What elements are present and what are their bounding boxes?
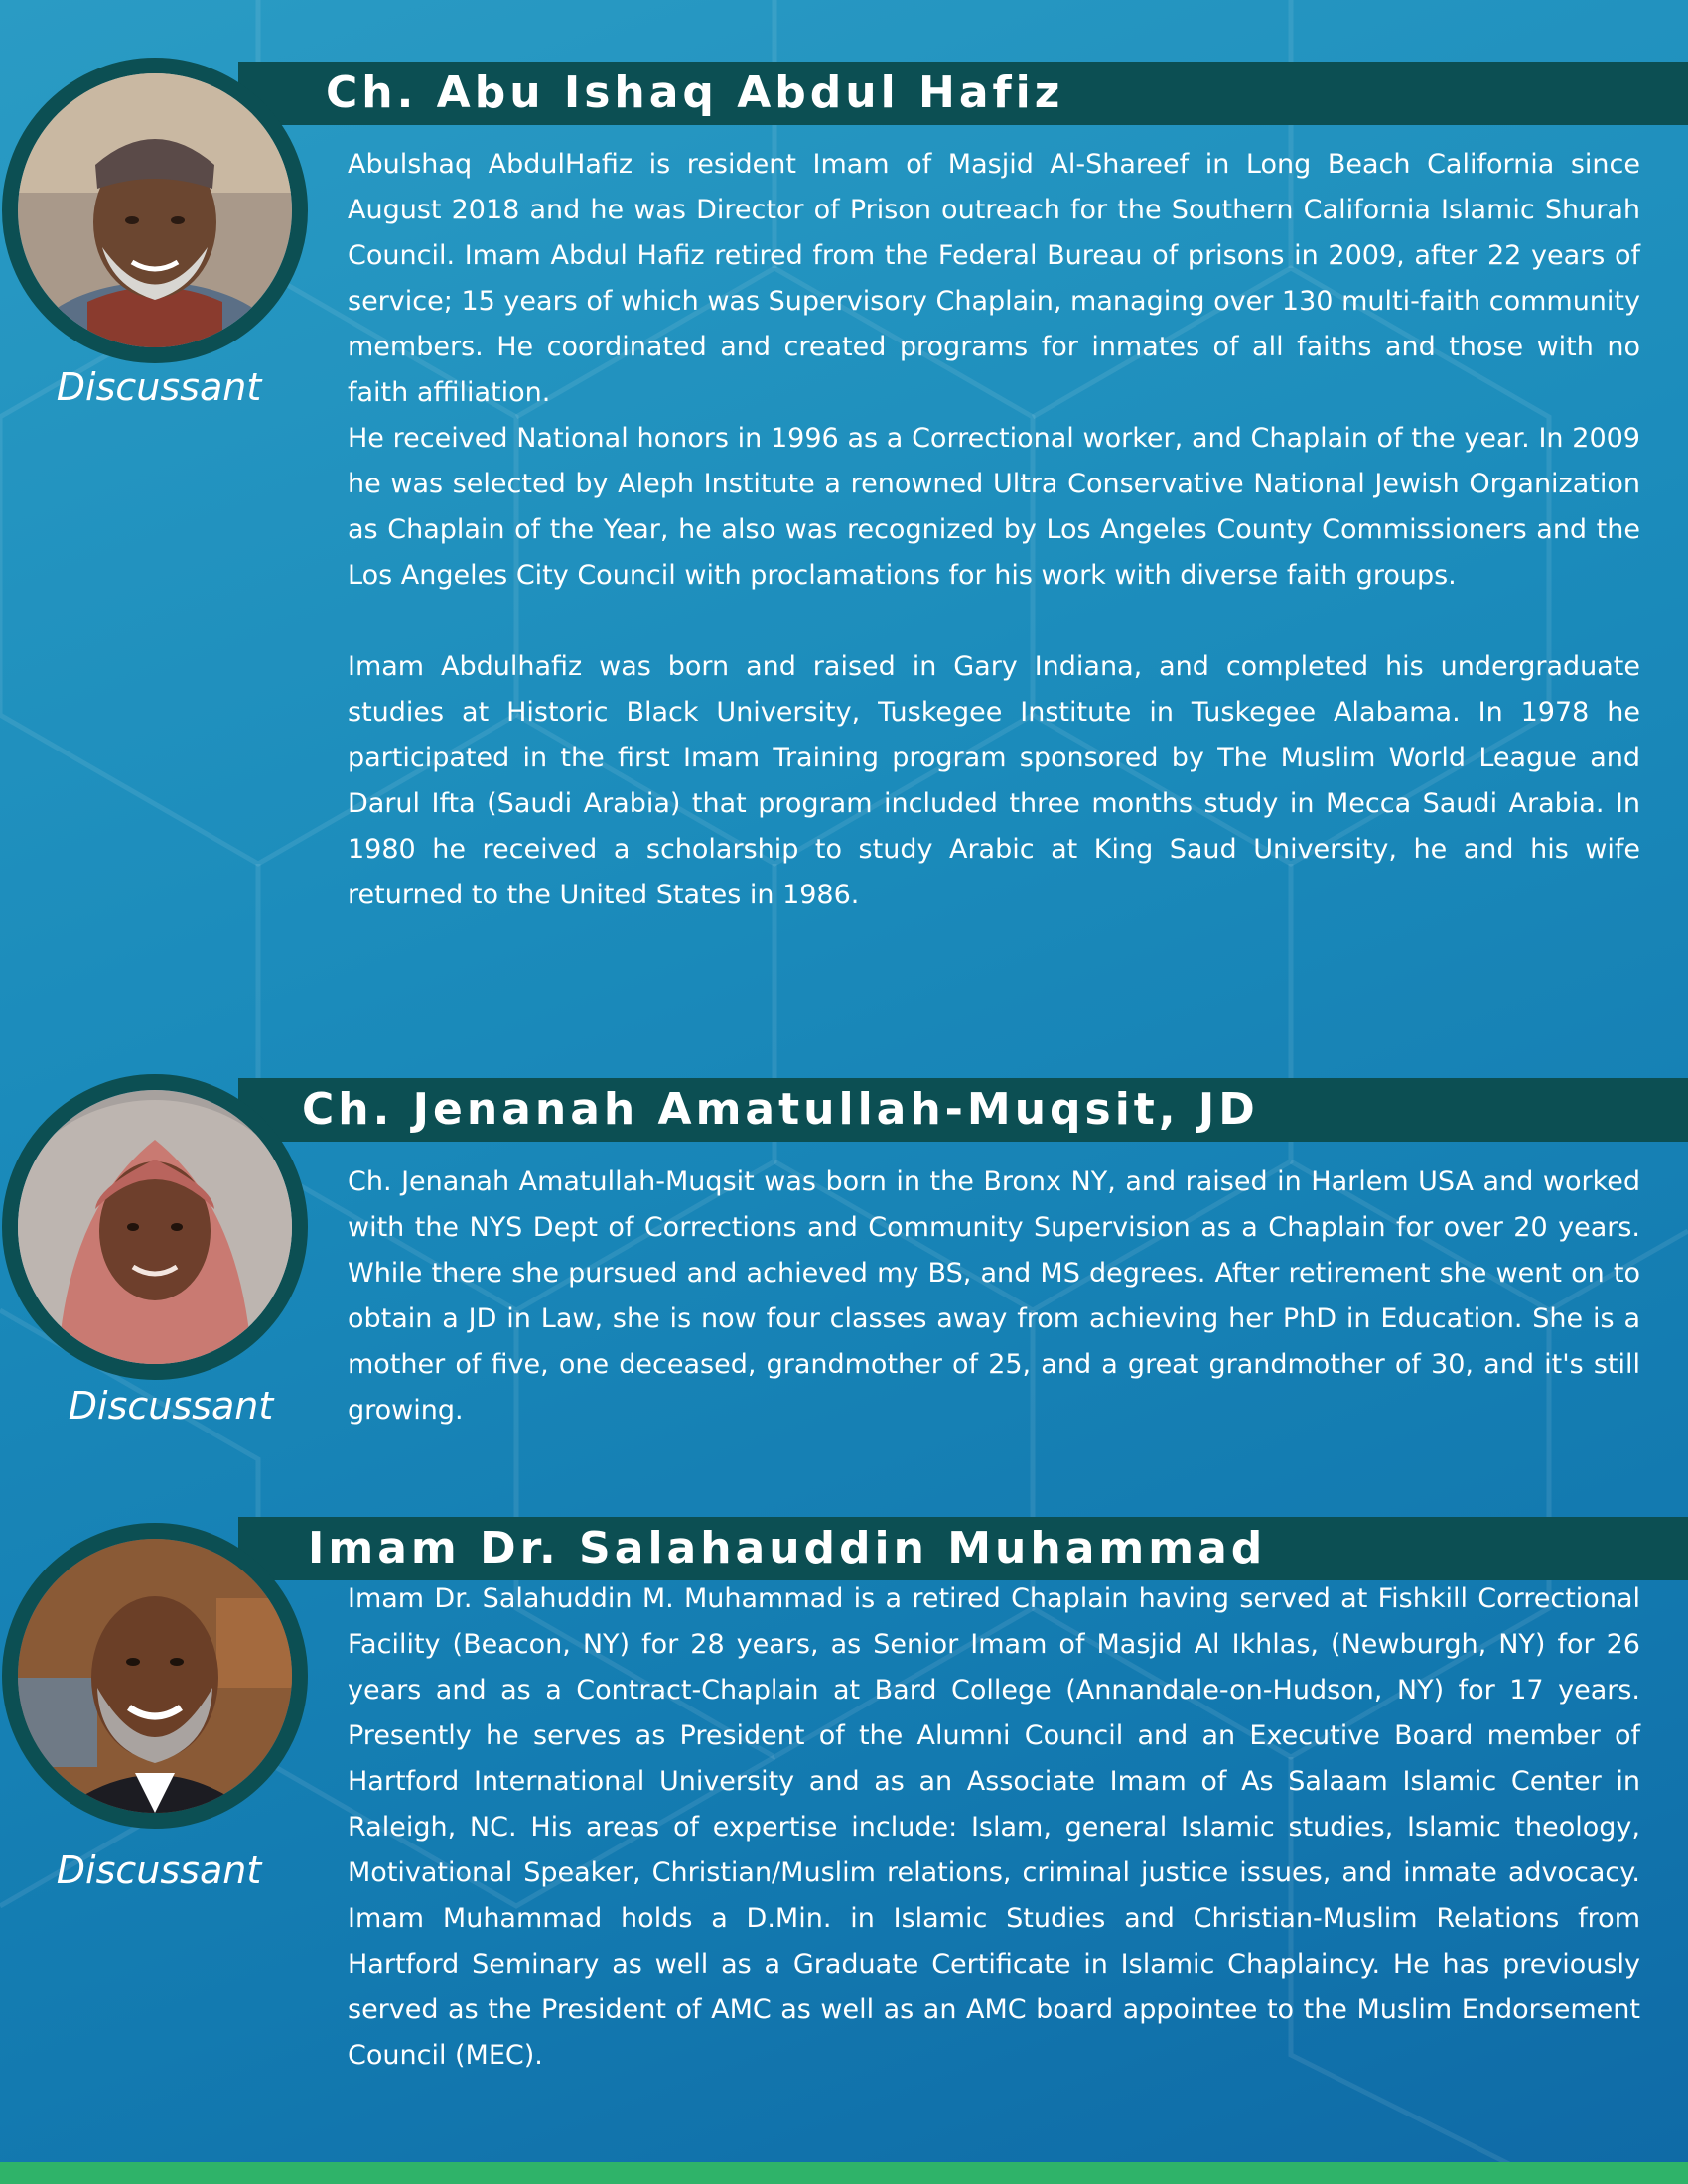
bottom-accent-strip bbox=[0, 2162, 1688, 2184]
discussant-bio bbox=[348, 142, 1640, 918]
discussant-name: Ch. Jenanah Amatullah-Muqsit, JD bbox=[302, 1084, 1259, 1135]
discussant-bio bbox=[348, 1160, 1640, 1433]
discussant-name: Ch. Abu Ishaq Abdul Hafiz bbox=[326, 68, 1064, 118]
discussant-bio bbox=[348, 1576, 1640, 2079]
discussant-photo bbox=[2, 58, 308, 363]
discussant-name: Imam Dr. Salahauddin Muhammad bbox=[308, 1523, 1267, 1573]
role-label: Discussant bbox=[56, 1848, 262, 1892]
bio-paragraph: He received National honors in 1996 as a Correctional worker, and Chaplain of the year. In 2009 he was selected by Aleph Institute a renowned Ultra Conservative National Jewish Organization as Chaplain of the Year, he also was recognized by Los Angeles County Commissioners and the Los Angeles City Council with proclamations for his work with diverse faith groups. bbox=[348, 423, 1640, 591]
role-label: Discussant bbox=[68, 1384, 274, 1428]
discussant-photo bbox=[2, 1074, 308, 1380]
portrait-icon bbox=[18, 73, 292, 347]
portrait-icon bbox=[18, 1539, 292, 1813]
bio-paragraph: Imam Abdulhafiz was born and raised in Gary Indiana, and completed his undergraduate studies at Historic Black University, Tuskegee Institute in Tuskegee Alabama. In 1978 he participated in the first Imam Training program sponsored by The Muslim World League and Darul Ifta (Saudi Arabia) that program included three months study in Mecca Saudi Arabia. In 1980 he received a scholarship to study Arabic at King Saud University, he and his wife returned to the United States in 1986. bbox=[348, 651, 1640, 910]
discussant-photo bbox=[2, 1523, 308, 1829]
bio-paragraph: Abulshaq AbdulHafiz is resident Imam of Masjid Al-Shareef in Long Beach California since August 2018 and he was Director of Prison outreach for the Southern California Islamic Shurah Council. Imam Abdul Hafiz retired from the Federal Bureau of prisons in 2009, after 22 years of service; 15 years of which was Supervisory Chaplain, managing over 130 multi-faith community members. He coordinated and created programs for inmates of all faiths and those with no faith affiliation. bbox=[348, 149, 1640, 408]
bio-paragraph: Ch. Jenanah Amatullah-Muqsit was born in the Bronx NY, and raised in Harlem USA and worked with the NYS Dept of Corrections and Community Supervision as a Chaplain for over 20 years. While there she pursued and achieved my BS, and MS degrees. After retirement she went on to obtain a JD in Law, she is now four classes away from achieving her PhD in Education. She is a mother of five, one deceased, grandmother of 25, and a great grandmother of 30, and it's still growing. bbox=[348, 1166, 1640, 1426]
bio-paragraph: Imam Dr. Salahuddin M. Muhammad is a retired Chaplain having served at Fishkill Correctional Facility (Beacon, NY) for 28 years, as Senior Imam of Masjid Al Ikhlas, (Newburgh, NY) for 26 years and as a Contract-Chaplain at Bard College (Annandale-on-Hudson, NY) for 17 years. Presently he serves as President of the Alumni Council and an Executive Board member of Hartford International University and as an Associate Imam of As Salaam Islamic Center in Raleigh, NC. His areas of expertise include: Islam, general Islamic studies, Islamic theology, Motivational Speaker, Christian/Muslim relations, criminal justice issues, and inmate advocacy. Imam Muhammad holds a D.Min. in Islamic Studies and Christian-Muslim Relations from Hartford Seminary as well as a Graduate Certificate in Islamic Chaplaincy. He has previously served as the President of AMC as well as an AMC board appointee to the Muslim Endorsement Council (MEC). bbox=[348, 1583, 1640, 2071]
role-label: Discussant bbox=[56, 365, 262, 409]
portrait-icon bbox=[18, 1090, 292, 1364]
